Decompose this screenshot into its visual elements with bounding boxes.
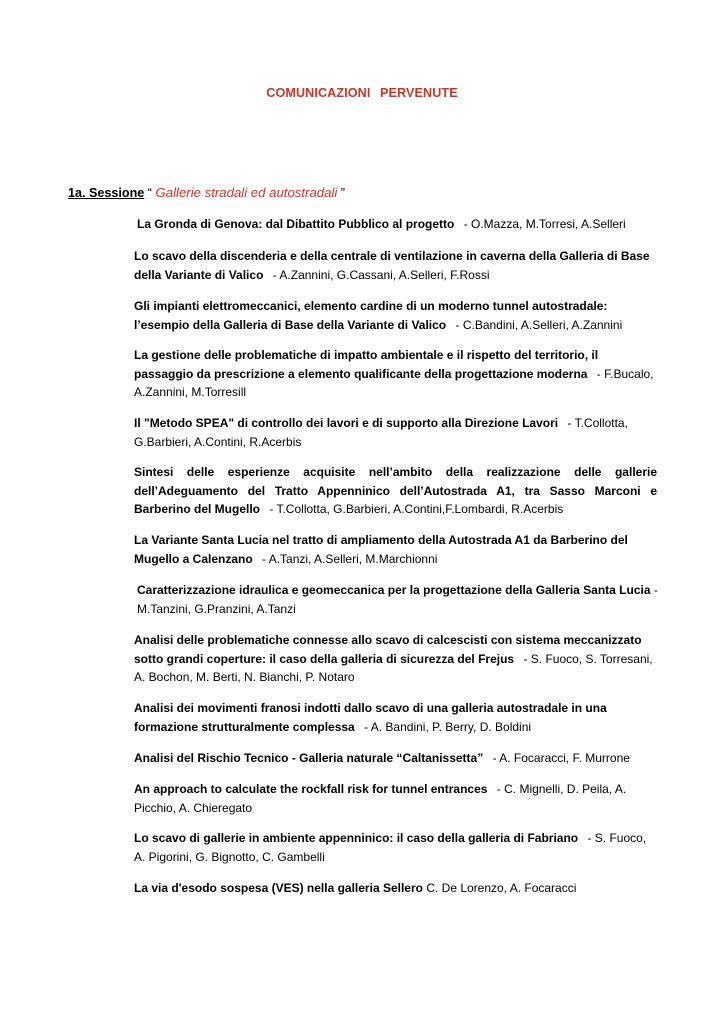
session-heading — [68, 185, 345, 200]
paper-title: La via d'esodo sospesa (VES) nella galleria Sellero — [134, 881, 423, 895]
paper-title: Analisi dei movimenti franosi indotti dallo scavo di una galleria autostradale in una formazione strutturalmente complessa — [134, 701, 607, 734]
paper-item — [134, 346, 657, 402]
paper-title: An approach to calculate the rockfall risk for tunnel entrances — [134, 782, 488, 796]
paper-title: Analisi del Rischio Tecnico - Galleria naturale “Caltanissetta” — [134, 751, 484, 765]
paper-title: Il "Metodo SPEA" di controllo dei lavori e di supporto alla Direzione Lavori — [134, 416, 559, 430]
session-quote-open: “ — [144, 186, 156, 200]
paper-authors: - M.Tanzini, G.Pranzini, A.Tanzi — [137, 583, 658, 616]
paper-title: La Gronda di Genova: dal Dibattito Pubblico al progetto — [137, 217, 455, 231]
paper-item — [134, 463, 657, 519]
paper-title: Lo scavo della discenderia e della centrale di ventilazione in caverna della Galleria di Base della Variante di Valico — [134, 249, 650, 282]
paper-item — [134, 879, 657, 898]
paper-authors: - A.Tanzi, A.Selleri, M.Marchionni — [262, 551, 438, 566]
paper-item — [137, 581, 660, 618]
paper-authors: - S. Fuoco, S. Torresani, A. Bochon, M. Berti, N. Bianchi, P. Notaro — [134, 651, 653, 684]
paper-item — [134, 247, 657, 284]
paper-item — [134, 749, 657, 768]
paper-item — [134, 829, 657, 866]
paper-authors: - C.Bandini, A.Selleri, A.Zannini — [455, 317, 623, 332]
paper-authors: - A. Bandini, P. Berry, D. Boldini — [364, 719, 532, 734]
paper-authors: - O.Mazza, M.Torresi, A.Selleri — [463, 217, 626, 231]
title-part-2: PERVENUTE — [380, 86, 458, 100]
paper-authors: - A.Zannini, G.Cassani, A.Selleri, F.Rossi — [272, 267, 490, 282]
paper-authors: - S. Fuoco, A. Pigorini, G. Bignotto, C. Gambelli — [134, 831, 647, 864]
paper-item — [134, 631, 657, 687]
session-quote-close: ” — [337, 186, 346, 200]
paper-item — [137, 215, 660, 234]
paper-item — [134, 414, 657, 451]
title-part-1: COMUNICAZIONI — [266, 86, 371, 100]
paper-title: Lo scavo di gallerie in ambiente appenninico: il caso della galleria di Fabriano — [134, 831, 579, 845]
paper-authors: - C. Mignelli, D. Peila, A. Picchio, A. Chieregato — [134, 782, 627, 815]
paper-authors: - T.Collotta, G.Barbieri, A.Contini,F.Lombardi, R.Acerbis — [269, 502, 564, 516]
paper-title: Caratterizzazione idraulica e geomeccanica per la progettazione della Galleria Santa Lucia — [137, 583, 651, 597]
page-title — [0, 86, 724, 100]
session-theme: Gallerie stradali ed autostradali — [155, 185, 338, 200]
session-number: 1a. Sessione — [68, 186, 145, 200]
paper-item — [134, 297, 657, 334]
paper-title: Gli impianti elettromeccanici, elemento cardine di un moderno tunnel autostradale: l’esempio della Galleria di Base della Variante di Valico — [134, 299, 608, 332]
paper-item — [134, 780, 657, 817]
paper-authors: - T.Collotta, G.Barbieri, A.Contini, R.Acerbis — [134, 416, 628, 449]
paper-title: Analisi delle problematiche connesse allo scavo di calcescisti con sistema meccanizzato sotto grandi coperture: il caso della galleria di sicurezza del Frejus — [134, 633, 642, 666]
paper-item — [134, 531, 657, 568]
paper-authors: - F.Bucalo, A.Zannini, M.Torresill — [134, 366, 654, 399]
paper-authors: - A. Focaracci, F. Murrone — [492, 751, 630, 765]
paper-title: La gestione delle problematiche di impatto ambientale e il rispetto del territorio, il passaggio da prescrizione a elemento qualificante della progettazione moderna — [134, 348, 599, 381]
paper-title: La Variante Santa Lucia nel tratto di ampliamento della Autostrada A1 da Barberino del Mugello a Calenzano — [134, 533, 628, 566]
paper-authors: C. De Lorenzo, A. Focaracci — [426, 881, 577, 895]
paper-title: Sintesi delle esperienze acquisite nell’ambito della realizzazione delle gallerie dell’Adeguamento del Tratto Appenninico dell’Autostrada A1, tra Sasso Marconi e Barberino del Mugello — [134, 465, 657, 516]
paper-item — [134, 699, 657, 736]
